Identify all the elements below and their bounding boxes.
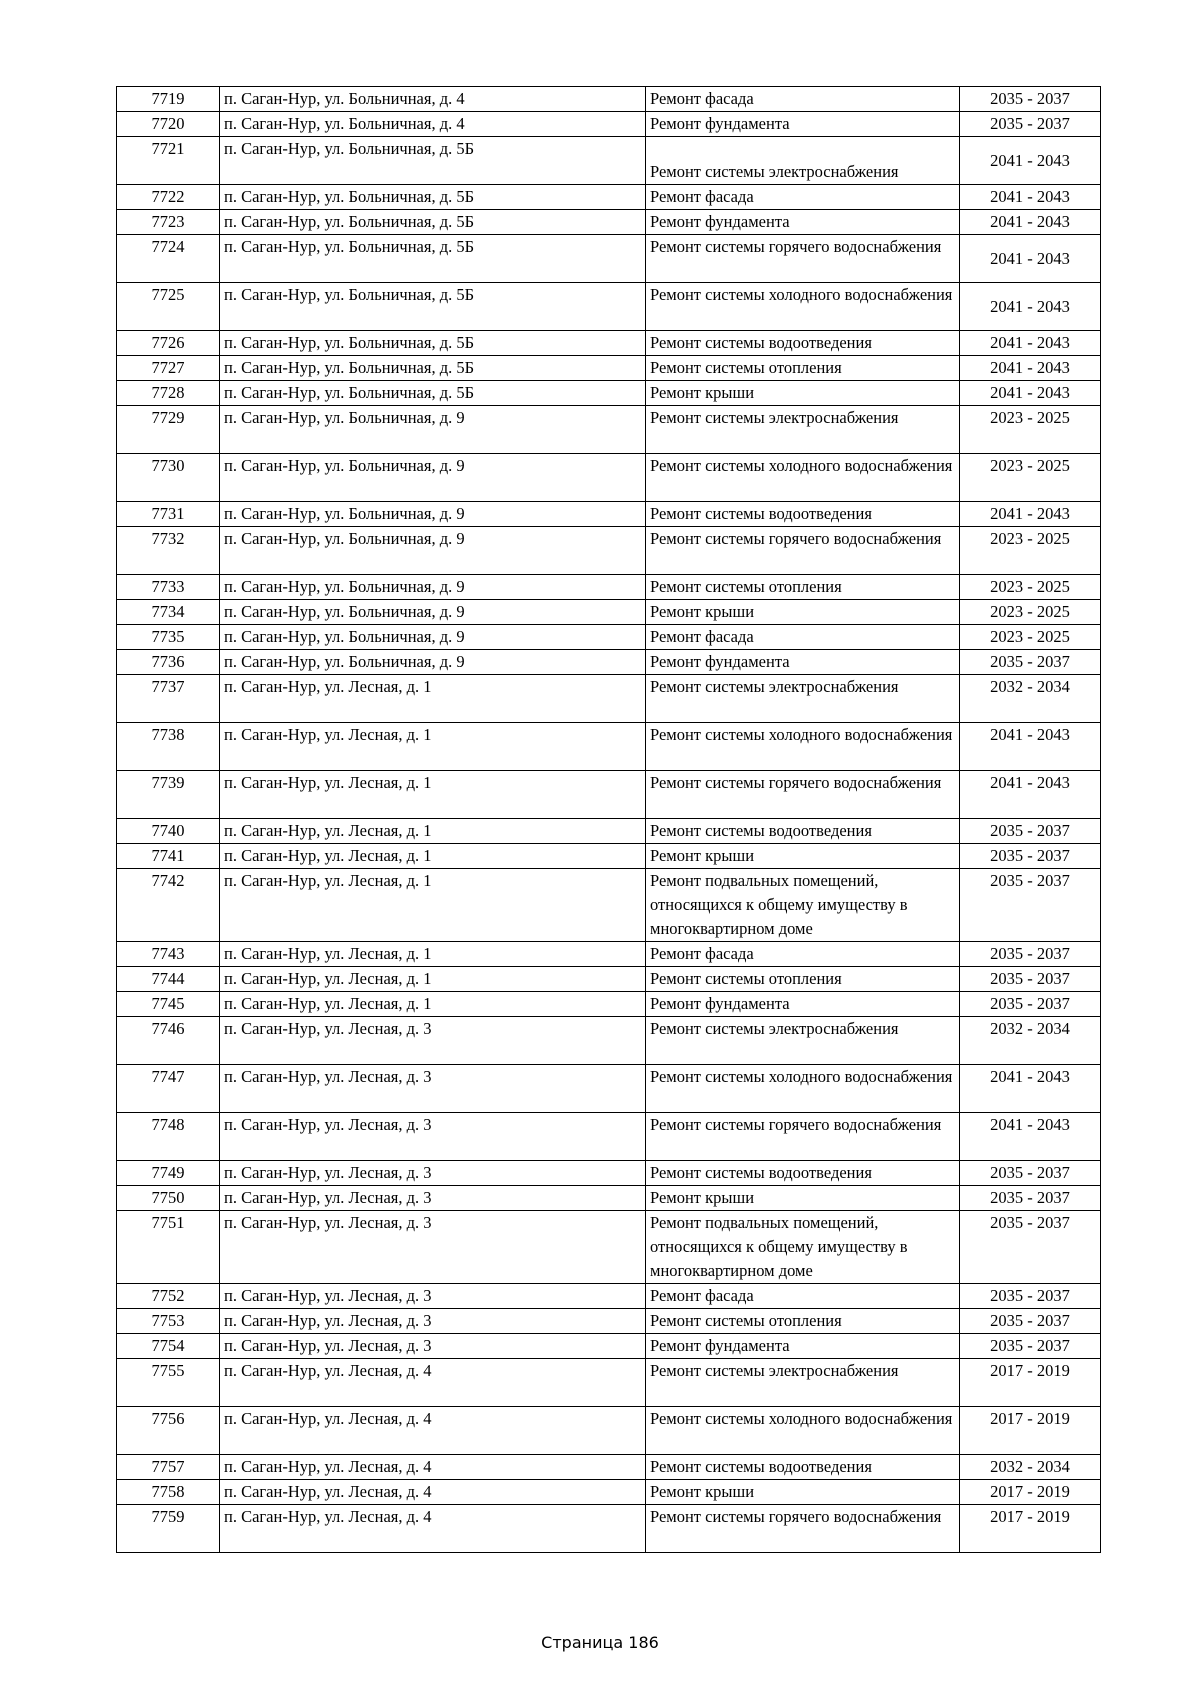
work-type-cell: Ремонт системы водоотведения — [646, 502, 960, 527]
period-cell: 2041 - 2043 — [960, 381, 1101, 406]
period-cell: 2035 - 2037 — [960, 942, 1101, 967]
period-cell: 2035 - 2037 — [960, 967, 1101, 992]
row-number-cell: 7722 — [117, 185, 220, 210]
row-number-cell: 7755 — [117, 1359, 220, 1407]
address-cell: п. Саган-Нур, ул. Лесная, д. 3 — [220, 1334, 646, 1359]
address-cell: п. Саган-Нур, ул. Лесная, д. 3 — [220, 1284, 646, 1309]
period-cell: 2041 - 2043 — [960, 210, 1101, 235]
work-type-cell: Ремонт системы отопления — [646, 575, 960, 600]
work-type-cell: Ремонт системы водоотведения — [646, 1161, 960, 1186]
table-row — [117, 723, 1101, 771]
period-cell: 2041 - 2043 — [960, 283, 1101, 331]
address-cell: п. Саган-Нур, ул. Больничная, д. 5Б — [220, 331, 646, 356]
address-cell: п. Саган-Нур, ул. Больничная, д. 5Б — [220, 283, 646, 331]
row-number-cell: 7725 — [117, 283, 220, 331]
row-number-cell: 7740 — [117, 819, 220, 844]
period-cell: 2041 - 2043 — [960, 137, 1101, 185]
table-row — [117, 210, 1101, 235]
work-type-cell: Ремонт подвальных помещений, относящихся к общему имуществу в многоквартирном доме — [646, 1211, 960, 1284]
table-row — [117, 235, 1101, 283]
address-cell: п. Саган-Нур, ул. Больничная, д. 5Б — [220, 235, 646, 283]
work-type-cell: Ремонт крыши — [646, 1480, 960, 1505]
address-cell: п. Саган-Нур, ул. Больничная, д. 5Б — [220, 185, 646, 210]
repair-schedule-table — [116, 86, 1101, 1553]
period-cell: 2017 - 2019 — [960, 1480, 1101, 1505]
period-cell: 2041 - 2043 — [960, 771, 1101, 819]
table-row — [117, 1407, 1101, 1455]
row-number-cell: 7726 — [117, 331, 220, 356]
work-type-cell: Ремонт крыши — [646, 844, 960, 869]
work-type-cell: Ремонт системы холодного водоснабжения — [646, 1065, 960, 1113]
row-number-cell: 7737 — [117, 675, 220, 723]
table-row — [117, 967, 1101, 992]
row-number-cell: 7747 — [117, 1065, 220, 1113]
row-number-cell: 7734 — [117, 600, 220, 625]
address-cell: п. Саган-Нур, ул. Лесная, д. 1 — [220, 675, 646, 723]
address-cell: п. Саган-Нур, ул. Лесная, д. 3 — [220, 1211, 646, 1284]
row-number-cell: 7742 — [117, 869, 220, 942]
period-cell: 2032 - 2034 — [960, 1017, 1101, 1065]
address-cell: п. Саган-Нур, ул. Лесная, д. 1 — [220, 992, 646, 1017]
address-cell: п. Саган-Нур, ул. Лесная, д. 3 — [220, 1161, 646, 1186]
address-cell: п. Саган-Нур, ул. Лесная, д. 1 — [220, 942, 646, 967]
period-cell: 2017 - 2019 — [960, 1359, 1101, 1407]
work-type-cell: Ремонт системы горячего водоснабжения — [646, 771, 960, 819]
period-cell: 2017 - 2019 — [960, 1407, 1101, 1455]
address-cell: п. Саган-Нур, ул. Лесная, д. 3 — [220, 1017, 646, 1065]
row-number-cell: 7748 — [117, 1113, 220, 1161]
table-row — [117, 675, 1101, 723]
table-row — [117, 381, 1101, 406]
row-number-cell: 7736 — [117, 650, 220, 675]
row-number-cell: 7728 — [117, 381, 220, 406]
period-cell: 2017 - 2019 — [960, 1505, 1101, 1553]
table-row — [117, 356, 1101, 381]
period-cell: 2023 - 2025 — [960, 406, 1101, 454]
address-cell: п. Саган-Нур, ул. Больничная, д. 9 — [220, 502, 646, 527]
table-row — [117, 527, 1101, 575]
period-cell: 2035 - 2037 — [960, 87, 1101, 112]
period-cell: 2023 - 2025 — [960, 575, 1101, 600]
row-number-cell: 7724 — [117, 235, 220, 283]
row-number-cell: 7756 — [117, 1407, 220, 1455]
row-number-cell: 7758 — [117, 1480, 220, 1505]
row-number-cell: 7731 — [117, 502, 220, 527]
work-type-cell: Ремонт системы электроснабжения — [646, 1017, 960, 1065]
work-type-cell: Ремонт крыши — [646, 381, 960, 406]
work-type-cell: Ремонт крыши — [646, 600, 960, 625]
address-cell: п. Саган-Нур, ул. Лесная, д. 3 — [220, 1113, 646, 1161]
period-cell: 2035 - 2037 — [960, 1334, 1101, 1359]
table-row — [117, 650, 1101, 675]
period-cell: 2023 - 2025 — [960, 454, 1101, 502]
work-type-cell: Ремонт фасада — [646, 625, 960, 650]
work-type-cell: Ремонт системы горячего водоснабжения — [646, 235, 960, 283]
row-number-cell: 7729 — [117, 406, 220, 454]
period-cell: 2041 - 2043 — [960, 1065, 1101, 1113]
row-number-cell: 7732 — [117, 527, 220, 575]
address-cell: п. Саган-Нур, ул. Больничная, д. 9 — [220, 527, 646, 575]
row-number-cell: 7753 — [117, 1309, 220, 1334]
row-number-cell: 7746 — [117, 1017, 220, 1065]
table-row — [117, 502, 1101, 527]
row-number-cell: 7735 — [117, 625, 220, 650]
period-cell: 2032 - 2034 — [960, 675, 1101, 723]
work-type-cell: Ремонт системы водоотведения — [646, 819, 960, 844]
work-type-cell: Ремонт системы холодного водоснабжения — [646, 454, 960, 502]
row-number-cell: 7751 — [117, 1211, 220, 1284]
address-cell: п. Саган-Нур, ул. Больничная, д. 9 — [220, 600, 646, 625]
row-number-cell: 7738 — [117, 723, 220, 771]
table-row — [117, 819, 1101, 844]
table-row — [117, 1359, 1101, 1407]
table-row — [117, 625, 1101, 650]
work-type-cell: Ремонт фасада — [646, 87, 960, 112]
address-cell: п. Саган-Нур, ул. Больничная, д. 9 — [220, 650, 646, 675]
table-row — [117, 1309, 1101, 1334]
table-row — [117, 87, 1101, 112]
work-type-cell: Ремонт системы водоотведения — [646, 1455, 960, 1480]
period-cell: 2035 - 2037 — [960, 112, 1101, 137]
work-type-cell: Ремонт системы горячего водоснабжения — [646, 1505, 960, 1553]
work-type-cell: Ремонт фундамента — [646, 650, 960, 675]
period-cell: 2035 - 2037 — [960, 1186, 1101, 1211]
address-cell: п. Саган-Нур, ул. Лесная, д. 1 — [220, 869, 646, 942]
row-number-cell: 7733 — [117, 575, 220, 600]
table-row — [117, 1161, 1101, 1186]
table-row — [117, 1113, 1101, 1161]
table-row — [117, 331, 1101, 356]
address-cell: п. Саган-Нур, ул. Лесная, д. 1 — [220, 819, 646, 844]
row-number-cell: 7727 — [117, 356, 220, 381]
address-cell: п. Саган-Нур, ул. Больничная, д. 5Б — [220, 381, 646, 406]
row-number-cell: 7745 — [117, 992, 220, 1017]
table-row — [117, 1505, 1101, 1553]
table-row — [117, 1211, 1101, 1284]
period-cell: 2035 - 2037 — [960, 819, 1101, 844]
work-type-cell: Ремонт фундамента — [646, 992, 960, 1017]
table-row — [117, 1017, 1101, 1065]
work-type-cell: Ремонт фасада — [646, 185, 960, 210]
work-type-cell: Ремонт системы электроснабжения — [646, 406, 960, 454]
work-type-cell: Ремонт фасада — [646, 942, 960, 967]
period-cell: 2035 - 2037 — [960, 1161, 1101, 1186]
work-type-cell: Ремонт системы электроснабжения — [646, 137, 960, 185]
row-number-cell: 7759 — [117, 1505, 220, 1553]
table-row — [117, 1480, 1101, 1505]
work-type-cell: Ремонт системы электроснабжения — [646, 675, 960, 723]
table-row — [117, 1455, 1101, 1480]
work-type-cell: Ремонт системы электроснабжения — [646, 1359, 960, 1407]
row-number-cell: 7741 — [117, 844, 220, 869]
period-cell: 2023 - 2025 — [960, 527, 1101, 575]
address-cell: п. Саган-Нур, ул. Лесная, д. 1 — [220, 771, 646, 819]
address-cell: п. Саган-Нур, ул. Лесная, д. 4 — [220, 1480, 646, 1505]
row-number-cell: 7749 — [117, 1161, 220, 1186]
table-row — [117, 575, 1101, 600]
page-number: Страница 186 — [541, 1633, 659, 1652]
table-row — [117, 942, 1101, 967]
row-number-cell: 7739 — [117, 771, 220, 819]
address-cell: п. Саган-Нур, ул. Больничная, д. 4 — [220, 87, 646, 112]
address-cell: п. Саган-Нур, ул. Больничная, д. 9 — [220, 406, 646, 454]
address-cell: п. Саган-Нур, ул. Лесная, д. 3 — [220, 1186, 646, 1211]
table-row — [117, 771, 1101, 819]
work-type-cell: Ремонт фундамента — [646, 112, 960, 137]
period-cell: 2023 - 2025 — [960, 600, 1101, 625]
address-cell: п. Саган-Нур, ул. Больничная, д. 5Б — [220, 356, 646, 381]
work-type-cell: Ремонт фундамента — [646, 1334, 960, 1359]
address-cell: п. Саган-Нур, ул. Больничная, д. 4 — [220, 112, 646, 137]
period-cell: 2035 - 2037 — [960, 650, 1101, 675]
work-type-cell: Ремонт крыши — [646, 1186, 960, 1211]
table-row — [117, 1065, 1101, 1113]
period-cell: 2041 - 2043 — [960, 1113, 1101, 1161]
table-row — [117, 600, 1101, 625]
work-type-cell: Ремонт системы горячего водоснабжения — [646, 527, 960, 575]
work-type-cell: Ремонт подвальных помещений, относящихся к общему имуществу в многоквартирном доме — [646, 869, 960, 942]
row-number-cell: 7730 — [117, 454, 220, 502]
address-cell: п. Саган-Нур, ул. Лесная, д. 1 — [220, 723, 646, 771]
address-cell: п. Саган-Нур, ул. Больничная, д. 5Б — [220, 137, 646, 185]
table-row — [117, 137, 1101, 185]
table-row — [117, 112, 1101, 137]
period-cell: 2041 - 2043 — [960, 723, 1101, 771]
address-cell: п. Саган-Нур, ул. Лесная, д. 4 — [220, 1455, 646, 1480]
table-row — [117, 1334, 1101, 1359]
row-number-cell: 7743 — [117, 942, 220, 967]
address-cell: п. Саган-Нур, ул. Лесная, д. 4 — [220, 1505, 646, 1553]
period-cell: 2041 - 2043 — [960, 356, 1101, 381]
address-cell: п. Саган-Нур, ул. Больничная, д. 9 — [220, 625, 646, 650]
address-cell: п. Саган-Нур, ул. Лесная, д. 1 — [220, 967, 646, 992]
table-body — [117, 87, 1101, 1553]
period-cell: 2035 - 2037 — [960, 1211, 1101, 1284]
work-type-cell: Ремонт системы холодного водоснабжения — [646, 283, 960, 331]
row-number-cell: 7721 — [117, 137, 220, 185]
period-cell: 2041 - 2043 — [960, 235, 1101, 283]
work-type-cell: Ремонт системы отопления — [646, 356, 960, 381]
address-cell: п. Саган-Нур, ул. Лесная, д. 4 — [220, 1359, 646, 1407]
period-cell: 2035 - 2037 — [960, 869, 1101, 942]
address-cell: п. Саган-Нур, ул. Лесная, д. 4 — [220, 1407, 646, 1455]
address-cell: п. Саган-Нур, ул. Лесная, д. 3 — [220, 1309, 646, 1334]
address-cell: п. Саган-Нур, ул. Лесная, д. 3 — [220, 1065, 646, 1113]
table-row — [117, 283, 1101, 331]
period-cell: 2041 - 2043 — [960, 502, 1101, 527]
row-number-cell: 7752 — [117, 1284, 220, 1309]
row-number-cell: 7719 — [117, 87, 220, 112]
address-cell: п. Саган-Нур, ул. Лесная, д. 1 — [220, 844, 646, 869]
table-row — [117, 406, 1101, 454]
address-cell: п. Саган-Нур, ул. Больничная, д. 5Б — [220, 210, 646, 235]
row-number-cell: 7754 — [117, 1334, 220, 1359]
period-cell: 2035 - 2037 — [960, 844, 1101, 869]
period-cell: 2032 - 2034 — [960, 1455, 1101, 1480]
period-cell: 2041 - 2043 — [960, 185, 1101, 210]
row-number-cell: 7723 — [117, 210, 220, 235]
table-row — [117, 992, 1101, 1017]
row-number-cell: 7750 — [117, 1186, 220, 1211]
address-cell: п. Саган-Нур, ул. Больничная, д. 9 — [220, 575, 646, 600]
address-cell: п. Саган-Нур, ул. Больничная, д. 9 — [220, 454, 646, 502]
period-cell: 2035 - 2037 — [960, 992, 1101, 1017]
table-row — [117, 1186, 1101, 1211]
work-type-cell: Ремонт системы горячего водоснабжения — [646, 1113, 960, 1161]
row-number-cell: 7744 — [117, 967, 220, 992]
row-number-cell: 7720 — [117, 112, 220, 137]
row-number-cell: 7757 — [117, 1455, 220, 1480]
period-cell: 2041 - 2043 — [960, 331, 1101, 356]
period-cell: 2035 - 2037 — [960, 1309, 1101, 1334]
period-cell: 2023 - 2025 — [960, 625, 1101, 650]
work-type-cell: Ремонт системы водоотведения — [646, 331, 960, 356]
table-row — [117, 1284, 1101, 1309]
period-cell: 2035 - 2037 — [960, 1284, 1101, 1309]
table-row — [117, 185, 1101, 210]
work-type-cell: Ремонт системы отопления — [646, 1309, 960, 1334]
table-row — [117, 844, 1101, 869]
work-type-cell: Ремонт системы холодного водоснабжения — [646, 723, 960, 771]
work-type-cell: Ремонт системы холодного водоснабжения — [646, 1407, 960, 1455]
work-type-cell: Ремонт фундамента — [646, 210, 960, 235]
work-type-cell: Ремонт системы отопления — [646, 967, 960, 992]
work-type-cell: Ремонт фасада — [646, 1284, 960, 1309]
table-row — [117, 454, 1101, 502]
table-row — [117, 869, 1101, 942]
